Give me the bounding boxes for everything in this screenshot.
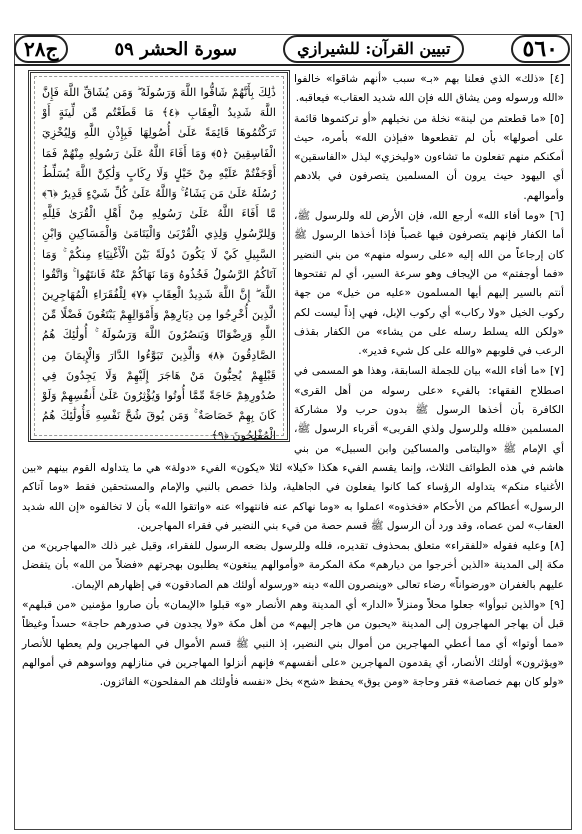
- page-header: [14, 34, 570, 66]
- surah-title: سورة الحشر ٥٩: [114, 38, 237, 60]
- commentary-verse-5: [٥] «ما قطعتم من لينة» نخلة من نخيلهم «أو تركتموها قائمة على أصولها» بأن لم تقطعوها «فبإذن الله» بأمره، حيث أمكنكم منهم تفعلون ما تشاءون «وليخزي» ليذل «الفاسقين» أي اليهود حيث يرون أن المسلمين يتصرفون في بلادهم وأموالهم.: [294, 112, 564, 202]
- commentary-verse-9: [٩] «والذين تبوأوا» جعلوا محلاً ومنزلاً «الدار» أي المدينة وهم الأنصار «و» قبلوا «الإيمان» بأن صاروا مؤمنين «من قبلهم» قبل أن يهاجر المهاجرون إلى المدينة «يحبون من هاجر إليهم» من أهل مكة «ولا يجدون في صدورهم حاجة» حسداً وغيظاً «مما أوتوا» أي مما أعطي المهاجرين من أموال بني النضير، إذ النبي ﷺ قسم الأموال في المهاجرين ولم يعطها للأنصار «ويؤثرون» أولئك الأنصار، أي يقدمون المهاجرين «على أنفسهم» فإنهم أنزلوا المهاجرين في منازلهم وواسوهم في أموالهم «ولو كان بهم خصاصة» فقر وحاجة «ومن يوق» يحفظ «شح» بخل «نفسه فأولئك هم المفلحون» الفائزون.: [22, 599, 564, 689]
- commentary-verse-4: [٤] «ذلك» الذي فعلنا بهم «بـ» سبب «أنهم شاقوا» خالفوا «الله ورسوله ومن يشاق الله فإن الله شديد العقاب» فيعاقبه.: [294, 73, 564, 105]
- quran-verses: ذَٰلِكَ بِأَنَّهُمْ شَاقُّوا اللَّهَ وَرَسُولَهُ ۖ وَمَن يُشَاقِّ اللَّهَ فَإِنَّ اللَّهَ شَدِيدُ الْعِقَابِ ﴿٤﴾ مَا قَطَعْتُم مِّن لِّينَةٍ أَوْ تَرَكْتُمُوهَا قَائِمَةً عَلَىٰ أُصُولِهَا فَبِإِذْنِ اللَّهِ وَلِيُخْزِيَ الْفَاسِقِينَ ﴿٥﴾ وَمَا أَفَاءَ اللَّهُ عَلَىٰ رَسُولِهِ مِنْهُمْ فَمَا أَوْجَفْتُمْ عَلَيْهِ مِنْ خَيْلٍ وَلَا رِكَابٍ وَلَٰكِنَّ اللَّهَ يُسَلِّطُ رُسُلَهُ عَلَىٰ مَن يَشَاءُ ۚ وَاللَّهُ عَلَىٰ كُلِّ شَيْءٍ قَدِيرٌ ﴿٦﴾ مَّا أَفَاءَ اللَّهُ عَلَىٰ رَسُولِهِ مِنْ أَهْلِ الْقُرَىٰ فَلِلَّهِ وَلِلرَّسُولِ وَلِذِي الْقُرْبَىٰ وَالْيَتَامَىٰ وَالْمَسَاكِينِ وَابْنِ السَّبِيلِ كَيْ لَا يَكُونَ دُولَةً بَيْنَ الْأَغْنِيَاءِ مِنكُمْ ۚ وَمَا آتَاكُمُ الرَّسُولُ فَخُذُوهُ وَمَا نَهَاكُمْ عَنْهُ فَانتَهُوا ۚ وَاتَّقُوا اللَّهَ ۖ إِنَّ اللَّهَ شَدِيدُ الْعِقَابِ ﴿٧﴾ لِلْفُقَرَاءِ الْمُهَاجِرِينَ الَّذِينَ أُخْرِجُوا مِن دِيَارِهِمْ وَأَمْوَالِهِمْ يَبْتَغُونَ فَضْلًا مِّنَ اللَّهِ وَرِضْوَانًا وَيَنصُرُونَ اللَّهَ وَرَسُولَهُ ۚ أُولَٰئِكَ هُمُ الصَّادِقُونَ ﴿٨﴾ وَالَّذِينَ تَبَوَّءُوا الدَّارَ وَالْإِيمَانَ مِن قَبْلِهِمْ يُحِبُّونَ مَنْ هَاجَرَ إِلَيْهِمْ وَلَا يَجِدُونَ فِي صُدُورِهِمْ حَاجَةً مِّمَّا أُوتُوا وَيُؤْثِرُونَ عَلَىٰ أَنفُسِهِمْ وَلَوْ كَانَ بِهِمْ خَصَاصَةٌ ۚ وَمَن يُوقَ شُحَّ نَفْسِهِ فَأُولَٰئِكَ هُمُ الْمُفْلِحُونَ ﴿٩﴾: [42, 86, 276, 443]
- commentary-verse-6: [٦] «وما أفاء الله» أرجع الله، فإن الأرض لله وللرسول ﷺ، أما الكفار فإنهم يتصرفون فيها غصباً فإذا أخذها الرسول ﷺ كان إرجاعاً من الله إليه «على رسوله منهم» من بني النضير «فما أوجفتم» من الإيجاف وهو سرعة السير، أي لم تفتحوها أنتم بالسير إليهم أيها المسلمون «عليه من خيل» من جهة ركوب الخيل «ولا ركاب» أي ركوب الإبل، فهي إذاً ليست لكم «ولكن الله يسلط رسله على من يشاء» من الكفار بقذف الرعب في قلوبهم «والله على كل شيء قدير».: [294, 210, 564, 358]
- book-title: تبيين القرآن: للشيرازي: [283, 35, 464, 63]
- commentary-verse-7: [٧] «ما أفاء الله» بيان للجملة السابقة، وهذا هو المسمى في اصطلاح الفقهاء: بالفيء «على رسوله من أهل القرى» الكافرة بأن أخذها الرسول ﷺ بدون حرب ولا مشاركة المسلمين «فلله وللرسول ولذي القربى» أقرباء الرسول ﷺ، أي الإمام ﷺ «واليتامى والمساكين وابن السبيل» من بني هاشم في هذه الطوائف الثلاث، وإنما يقسم الفيء هكذا «كيلا» لئلا «يكون» الفيء «دولة» هي ما يتداوله القوم بينهم «بين الأغنياء منكم» يتداوله الرؤساء كما كانوا يفعلون في الجاهلية، ولذا خصص بالنبي والإمام والمستحقين فقط «وما آتاكم الرسول» أعطاكم من الأحكام «فخذوه» اعملوا به «وما نهاكم عنه فانتهوا» عنه «واتقوا الله» بأن لا تخالفوه «إن الله شديد العقاب» لمن عصاه، وقد ورد أن الرسول ﷺ قسم حصة من فيء بني النضير في فقراء المهاجرين.: [22, 365, 564, 532]
- quran-text-box: [28, 70, 290, 442]
- commentary-verse-8: [٨] وعليه فقوله «للفقراء» متعلق بمحذوف تقديره، فلله وللرسول بضعه الرسول للفقراء، وقيل غير ذلك «المهاجرين» من مكة إلى المدينة «الذين أخرجوا من ديارهم» مكة المكرمة «وأموالهم يبتغون» يطلبون بهجرتهم «فضلاً من الله» بأن يتفضل عليهم بالغفران «ورضواناً» رضاء تعالى «وينصرون الله» دينه «ورسوله أولئك هم الصادقون» في إظهارهم الإيمان.: [22, 540, 564, 591]
- page-number: ٥٦٠: [511, 35, 570, 63]
- juz-number: ج٢٨: [14, 35, 68, 63]
